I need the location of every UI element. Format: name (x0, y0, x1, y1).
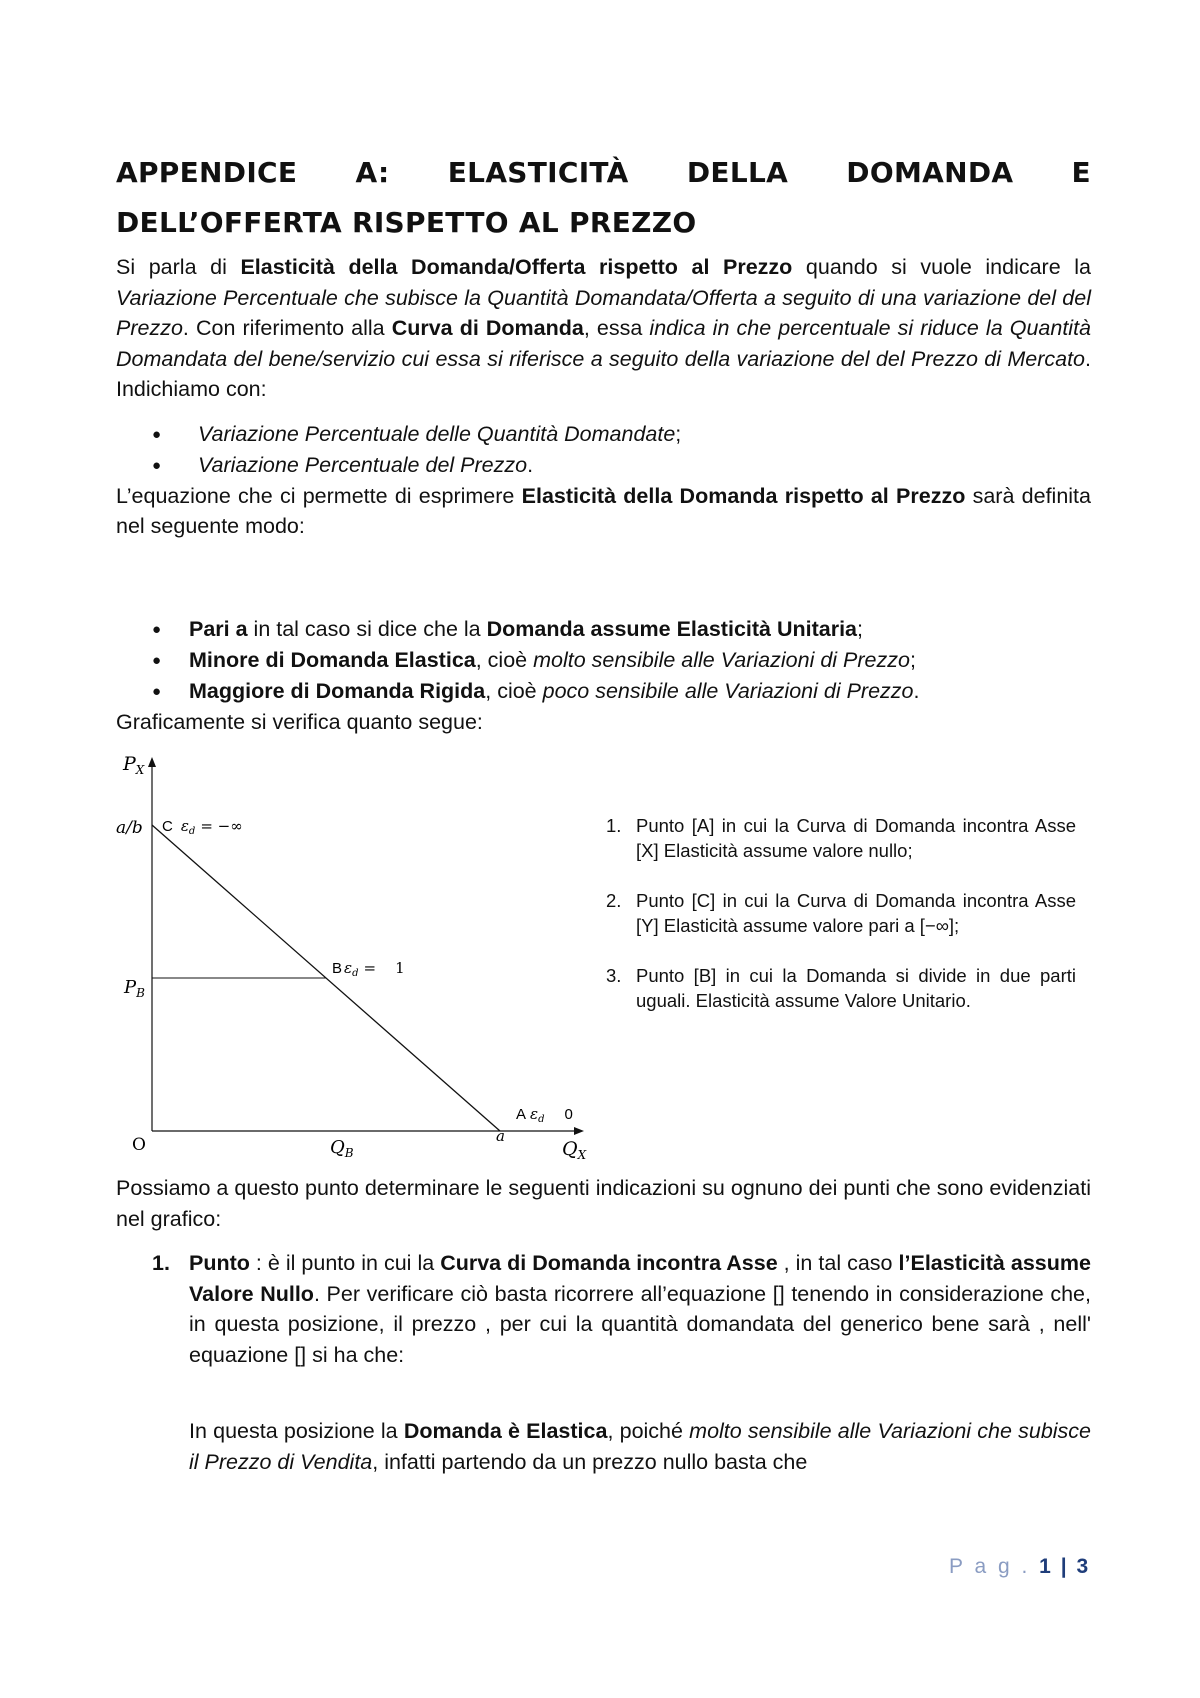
intro-text: . Con riferimento alla (182, 316, 392, 340)
title-line-1: APPENDICE A: ELASTICITÀ DELLA DOMANDA E (116, 156, 1091, 189)
position-paragraph (116, 1416, 1091, 1477)
legend-item (606, 813, 1076, 863)
page-number-footer (949, 1555, 1089, 1579)
list-number: 1. (152, 1251, 170, 1275)
point-a-annotation (516, 1105, 573, 1125)
y-intercept-label: a/b (116, 818, 143, 838)
qb-subscript: B (344, 1146, 354, 1160)
point-b-value: = 1 (363, 959, 405, 977)
intro-text: , essa (583, 316, 650, 340)
page-label: P a g . (949, 1555, 1031, 1578)
pb-subscript: B (136, 986, 145, 1000)
page-number: 1 (1039, 1555, 1052, 1578)
equation-placeholder (116, 1370, 1091, 1416)
legend-item (606, 963, 1076, 1013)
point-text: , in tal caso (777, 1251, 899, 1275)
equation-intro-text: L’equazione che ci permette di esprimere (116, 483, 522, 508)
y-axis-letter: P (123, 753, 136, 775)
point-bold: Curva di Domanda incontra Asse (440, 1251, 778, 1275)
graph-intro: Graficamente si verifica quanto segue: (116, 709, 483, 734)
chart-legend (606, 813, 1076, 1038)
list-item (116, 419, 1091, 450)
epsilon-subscript: d (188, 826, 196, 837)
points-list (116, 1248, 1091, 1370)
punctuation: ; (675, 421, 682, 446)
legend-number: 3. (606, 965, 622, 986)
list-item (116, 614, 1091, 645)
case-italic: poco sensibile alle Variazioni di Prezzo (542, 678, 914, 703)
x-intercept-label: a (496, 1127, 505, 1145)
y-axis-subscript: X (135, 763, 145, 777)
demand-elasticity-figure (116, 743, 1091, 1173)
intro-italic: Variazione Percentuale che subisce la Quantità Domandata/Offerta a seguito di una variazione del del Prezzo (116, 285, 1091, 340)
case-text: in tal caso si dice che la (253, 616, 487, 641)
intro-text: . Indichiamo con: (116, 346, 1091, 401)
legend-text: Punto [A] in cui la Curva di Domanda incontra Asse [X] Elasticità assume valore nullo; (636, 815, 1076, 861)
epsilon: ε (530, 1105, 539, 1123)
x-axis-letter: Q (562, 1138, 578, 1160)
legend-item (606, 888, 1076, 938)
case-bold: Pari a (189, 616, 254, 641)
case-text: . (913, 678, 920, 703)
point-c-value: = −∞ (200, 817, 243, 835)
definitions-list (116, 419, 1091, 481)
x-axis-arrow (574, 1127, 584, 1135)
origin-label: O (132, 1135, 146, 1155)
pb-label (123, 977, 145, 1000)
point-b-annotation (332, 959, 405, 979)
punctuation: . (527, 452, 534, 477)
qb-letter: Q (330, 1137, 345, 1158)
page-separator: | (1060, 1555, 1068, 1578)
title-line-2: DELL’OFFERTA RISPETTO AL PREZZO (116, 206, 697, 239)
legend-number: 2. (606, 890, 622, 911)
intro-bold: Elasticità della Domanda/Offerta rispetto al Prezzo (240, 255, 793, 279)
point-c-letter: C (162, 818, 173, 835)
point-text: : è il punto in cui la (249, 1251, 441, 1275)
qb-label (330, 1137, 354, 1160)
intro-paragraph (116, 252, 1091, 405)
case-text: ; (909, 647, 916, 672)
cases-list (116, 614, 1091, 707)
list-item (116, 450, 1091, 481)
pb-letter: P (124, 977, 137, 998)
epsilon: ε (180, 817, 189, 835)
point-a-value: 0 (564, 1106, 573, 1123)
case-italic: molto sensibile alle Variazioni di Prezzo (533, 647, 910, 672)
point-c-annotation (162, 817, 243, 837)
position-italic: molto sensibile alle Variazioni che subisce il Prezzo di Vendita (189, 1419, 1092, 1474)
page-title (116, 148, 1091, 248)
list-item (116, 645, 1091, 676)
position-bold: Domanda è Elastica (403, 1419, 608, 1443)
intro-italic: indica in che percentuale si riduce la Quantità Domandata del bene/servizio cui essa si riferisce a seguito della variazione del del Prezzo di Mercato (116, 316, 1092, 371)
page-content (116, 148, 1091, 1477)
list-item (116, 1248, 1091, 1370)
case-bold: Minore di Domanda Elastica (189, 647, 476, 672)
position-text: , poiché (607, 1419, 690, 1443)
point-b-letter: B (332, 960, 343, 977)
definition-text: Variazione Percentuale delle Quantità Domandate (198, 421, 676, 446)
case-text: ; (857, 616, 863, 641)
case-text: , cioè (485, 678, 543, 703)
epsilon-subscript: d (538, 1114, 545, 1125)
intro-text: quando si vuole indicare la (792, 255, 1091, 279)
case-text: , cioè (475, 647, 534, 672)
point-text: . Per verificare ciò basta ricorrere all’equazione [] tenendo in considerazione che, in questa posizione, il prezzo , per cui la quantità domandata del generico bene sarà , nell' equazione [] si ha che: (189, 1281, 1091, 1367)
equation-intro-bold: Elasticità della Domanda rispetto al Prezzo (521, 483, 966, 508)
definition-text: Variazione Percentuale del Prezzo (198, 452, 528, 477)
point-a-letter: A (516, 1106, 527, 1123)
point-bold: l’Elasticità assume Valore Nullo (189, 1251, 1091, 1306)
legend-text: Punto [B] in cui la Domanda si divide in due parti uguali. Elasticità assume Valore Unitario. (636, 965, 1076, 1011)
intro-bold: Curva di Domanda (391, 316, 584, 340)
legend-text: Punto [C] in cui la Curva di Domanda incontra Asse [Y] Elasticità assume valore pari a [−∞]; (636, 890, 1076, 936)
equation-intro-text: sarà definita nel seguente modo: (116, 483, 1091, 538)
intro-text: Si parla di (116, 255, 241, 279)
equation-intro-paragraph (116, 481, 1091, 542)
epsilon-subscript: d (352, 968, 359, 979)
x-axis-subscript: X (577, 1148, 587, 1162)
point-bold: Punto (189, 1251, 250, 1275)
epsilon: ε (344, 959, 353, 977)
position-text: In questa posizione la (189, 1419, 404, 1443)
case-bold: Domanda assume Elasticità Unitaria (486, 616, 858, 641)
y-axis-arrow (148, 757, 156, 767)
case-bold: Maggiore di Domanda Rigida (189, 678, 486, 703)
position-text: , infatti partendo da un prezzo nullo basta che (372, 1449, 808, 1474)
page-total: 3 (1076, 1555, 1090, 1578)
demand-curve-chart (116, 743, 596, 1173)
list-item (116, 676, 1091, 707)
x-axis-label (562, 1138, 587, 1162)
y-axis-label (122, 753, 145, 777)
points-intro-paragraph: Possiamo a questo punto determinare le seguenti indicazioni su ognuno dei punti che sono evidenziati nel grafico: (116, 1176, 1091, 1231)
equation-placeholder (116, 542, 1091, 614)
legend-number: 1. (606, 815, 622, 836)
